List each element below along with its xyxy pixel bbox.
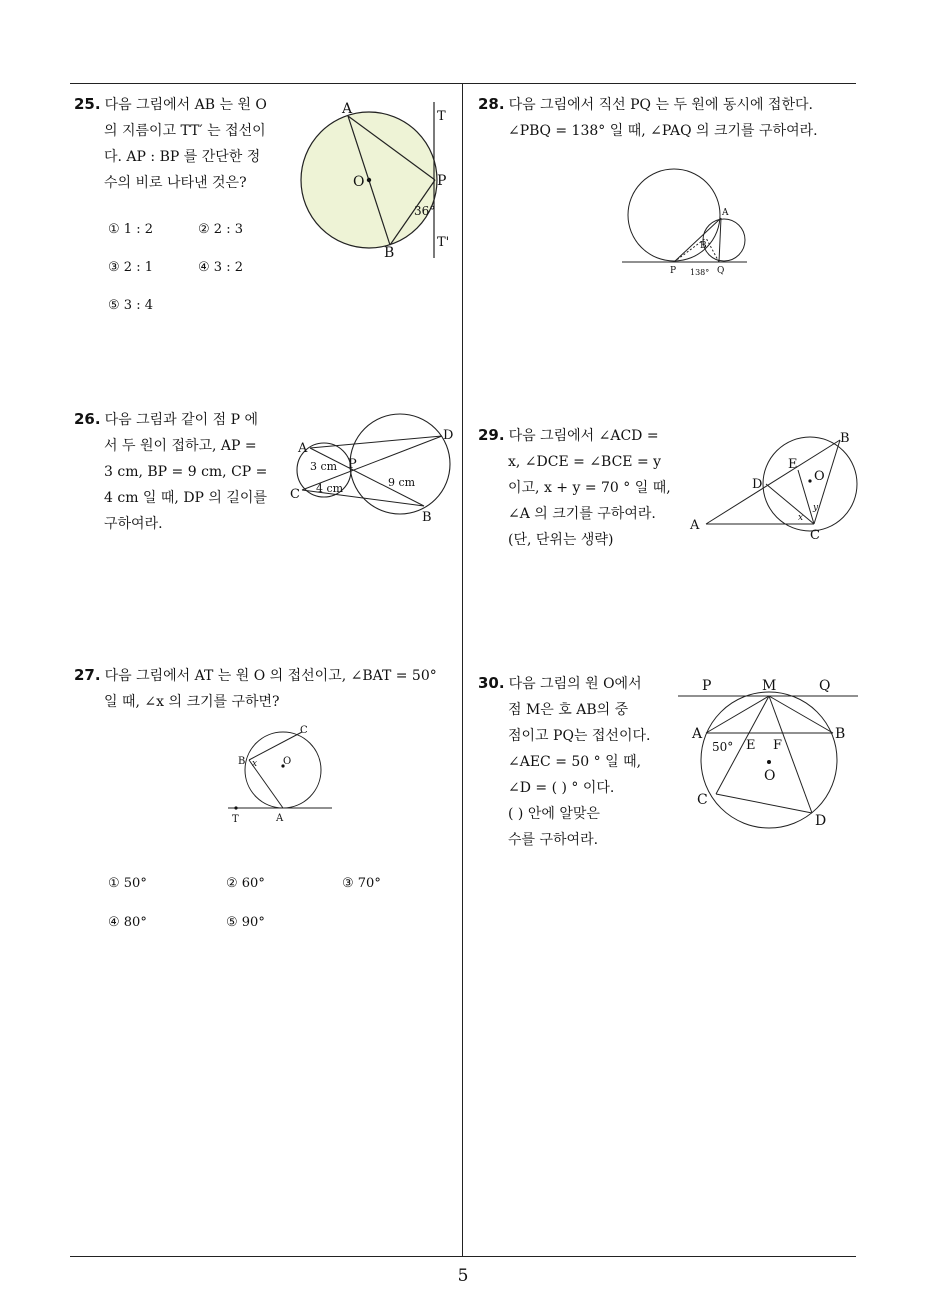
- question-text: 구하여라.: [104, 516, 163, 532]
- label-a: A: [342, 101, 353, 117]
- option-5[interactable]: ⑤ 90°: [226, 915, 265, 930]
- label-o: O: [283, 756, 292, 767]
- question-text: 다음 그림과 같이 점 P 에: [104, 412, 258, 428]
- label-q: Q: [717, 266, 725, 276]
- question-number: 29.: [478, 426, 505, 444]
- label-y: y: [813, 503, 819, 513]
- question-28: [478, 91, 862, 144]
- question-text: ∠D = ( ) ° 이다.: [508, 780, 615, 796]
- question-26: [74, 406, 284, 537]
- question-text: 의 지름이고 TT′ 는 접선이: [104, 123, 266, 139]
- label-b: B: [384, 245, 395, 261]
- line-cd: [766, 484, 814, 524]
- question-text: 다음 그림에서 AT 는 원 O 의 접선이고, ∠BAT = 50°: [104, 668, 437, 684]
- label-p: P: [348, 457, 357, 472]
- question-text: ∠AEC = 50 ° 일 때,: [508, 754, 642, 770]
- question-text: 점 M은 호 AB의 중: [508, 702, 629, 718]
- label-p: P: [670, 266, 677, 276]
- label-a: A: [692, 726, 703, 742]
- label-o: O: [764, 768, 776, 784]
- center-dot: [808, 479, 811, 482]
- question-text: (단, 단위는 생략): [508, 532, 614, 548]
- question-number: 30.: [478, 674, 505, 692]
- chord-cd: [716, 794, 812, 813]
- label-p: P: [437, 173, 447, 189]
- label-a: A: [690, 518, 700, 533]
- question-text: 다음 그림에서 AB 는 원 O: [104, 97, 267, 113]
- question-text: ( ) 안에 알맞은: [508, 806, 600, 822]
- chord-md: [769, 696, 812, 813]
- label-t: T: [437, 109, 446, 124]
- question-text: 일 때, ∠x 의 크기를 구하면?: [104, 694, 280, 710]
- label-b: B: [835, 726, 846, 742]
- center-dot: [367, 178, 371, 182]
- option-4[interactable]: ④ 80°: [108, 915, 147, 930]
- large-circle: [350, 414, 450, 514]
- option-5[interactable]: ⑤ 3 : 4: [108, 298, 153, 313]
- question-text: 다음 그림에서 ∠ACD =: [508, 428, 659, 444]
- label-c: C: [810, 528, 820, 543]
- label-x: x: [252, 759, 258, 769]
- center-dot: [767, 760, 771, 764]
- question-25: [74, 91, 289, 196]
- question-number: 26.: [74, 410, 101, 428]
- label-b: B: [422, 510, 432, 525]
- label-q: Q: [819, 678, 831, 694]
- figure-27: [224, 722, 336, 826]
- small-circle: [703, 219, 745, 261]
- label-b: B: [238, 756, 246, 767]
- label-e: E: [746, 738, 756, 753]
- question-text: 4 cm 일 때, DP 의 길이를: [104, 490, 267, 506]
- angle-label: 50°: [712, 740, 734, 754]
- question-text: 3 cm, BP = 9 cm, CP =: [104, 464, 268, 480]
- label-a: A: [276, 813, 284, 824]
- label-c: C: [300, 725, 308, 736]
- line-pa: [674, 218, 721, 262]
- length-cp: 4 cm: [316, 482, 344, 495]
- option-2[interactable]: ② 60°: [226, 876, 265, 891]
- label-e: E: [788, 457, 798, 472]
- label-f: F: [773, 738, 783, 753]
- question-text: 점이고 PQ는 접선이다.: [508, 728, 651, 744]
- figure-30: [678, 676, 858, 832]
- label-a: A: [298, 441, 308, 456]
- figure-29: [688, 426, 858, 544]
- option-2[interactable]: ② 2 : 3: [198, 222, 243, 237]
- label-x: x: [798, 513, 804, 523]
- option-1[interactable]: ① 1 : 2: [108, 222, 153, 237]
- page-number: 5: [457, 1266, 469, 1286]
- label-p: P: [702, 678, 712, 694]
- angle-label: 138°: [690, 268, 710, 277]
- question-number: 27.: [74, 666, 101, 684]
- label-b: B: [840, 431, 850, 446]
- question-27: [74, 662, 458, 715]
- label-d: D: [443, 428, 454, 443]
- option-4[interactable]: ④ 3 : 2: [198, 260, 243, 275]
- question-text: ∠A 의 크기를 구하여라.: [508, 506, 656, 522]
- label-o: O: [814, 469, 825, 484]
- length-bp: 9 cm: [388, 476, 416, 489]
- circle-o: [763, 437, 857, 531]
- option-3[interactable]: ③ 70°: [342, 876, 381, 891]
- question-text: ∠PBQ = 138° 일 때, ∠PAQ 의 크기를 구하여라.: [508, 123, 818, 139]
- option-1[interactable]: ① 50°: [108, 876, 147, 891]
- label-c: C: [290, 487, 300, 502]
- label-o: O: [353, 174, 365, 190]
- question-text: 수의 비로 나타낸 것은?: [104, 175, 247, 191]
- question-text: 다음 그림의 원 O에서: [508, 676, 642, 692]
- question-text: x, ∠DCE = ∠BCE = y: [508, 454, 662, 470]
- label-m: M: [762, 678, 777, 694]
- bottom-rule: [70, 1256, 856, 1257]
- question-text: 다. AP : BP 를 간단한 정: [104, 149, 261, 165]
- option-3[interactable]: ③ 2 : 1: [108, 260, 153, 275]
- chord-mb: [769, 696, 833, 733]
- label-t: T: [232, 814, 239, 825]
- question-text: 수를 구하여라.: [508, 832, 599, 848]
- label-d: D: [752, 477, 763, 492]
- question-text: 다음 그림에서 직선 PQ 는 두 원에 동시에 접한다.: [508, 97, 813, 113]
- question-29: [478, 422, 683, 553]
- line-qb: [706, 238, 719, 262]
- label-b: B: [700, 241, 707, 251]
- angle-label: 36°: [414, 204, 436, 218]
- label-c: C: [697, 792, 708, 808]
- question-number: 28.: [478, 95, 505, 113]
- question-number: 25.: [74, 95, 101, 113]
- figure-28: [622, 170, 752, 282]
- question-30: [478, 670, 678, 853]
- label-d: D: [815, 813, 827, 829]
- chord-bc: [249, 732, 302, 760]
- question-text: 서 두 원이 접하고, AP =: [104, 438, 257, 454]
- label-a: A: [722, 208, 729, 218]
- line-ad: [310, 436, 442, 448]
- question-text: 이고, x + y = 70 ° 일 때,: [508, 480, 671, 496]
- label-t-prime: T': [437, 235, 450, 250]
- point-t: [234, 806, 237, 809]
- figure-25: [296, 96, 466, 266]
- figure-26: [288, 410, 458, 530]
- length-ap: 3 cm: [310, 460, 338, 473]
- top-rule: [70, 83, 856, 84]
